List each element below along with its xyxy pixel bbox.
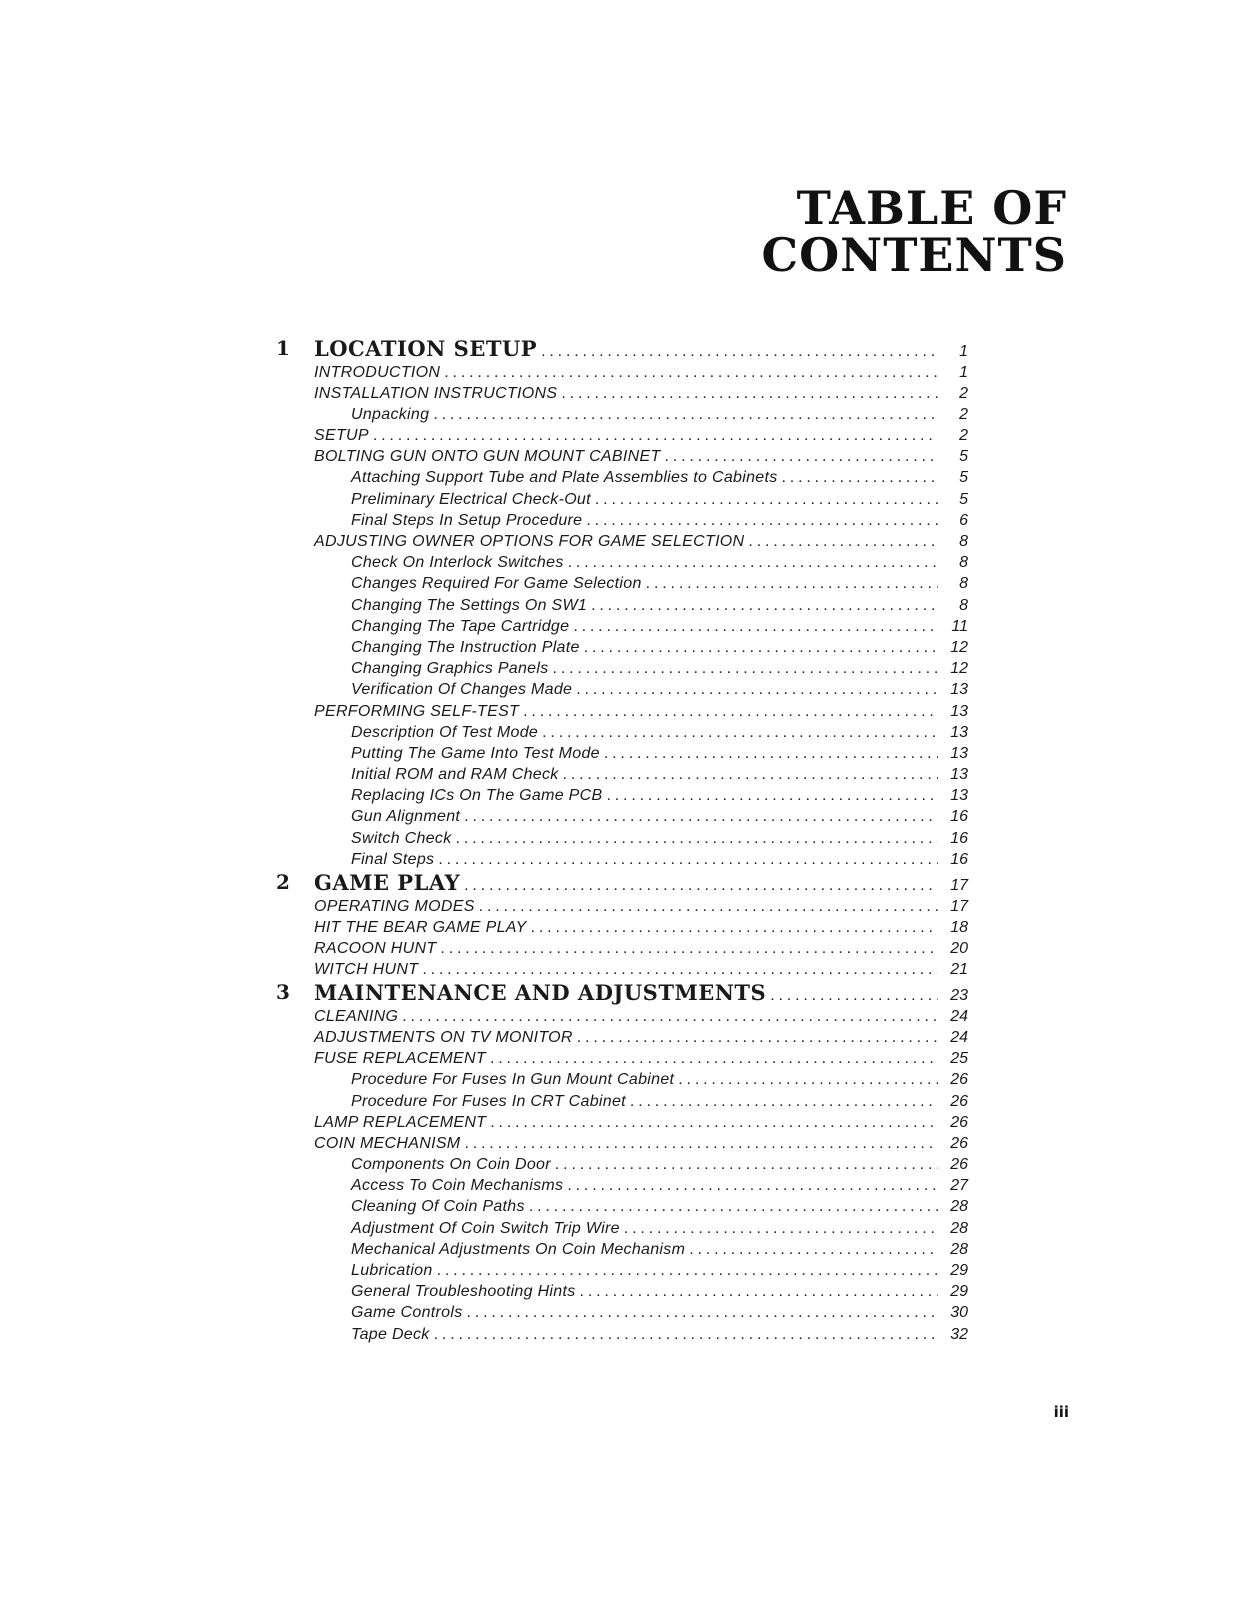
dot-leader: [490, 1048, 938, 1069]
dot-leader: [568, 552, 938, 573]
page-ref: 13: [950, 702, 968, 720]
toc-chapter: [276, 980, 968, 1006]
page-ref: 17: [950, 897, 968, 915]
dot-leader: [689, 1239, 938, 1260]
toc-entry: [276, 1091, 968, 1112]
page-ref: 6: [959, 511, 968, 529]
entry-title: Gun Alignment: [351, 808, 461, 826]
page-ref: 8: [959, 533, 968, 550]
entry-title: Lubrication: [351, 1262, 433, 1279]
dot-leader: [529, 1196, 938, 1217]
chapter-number: 3: [276, 980, 290, 1005]
toc-entry: [276, 1196, 968, 1217]
page-ref: 18: [950, 918, 968, 936]
toc-entry: [276, 383, 968, 404]
page-ref: 1: [959, 363, 968, 381]
page-title-line-2: CONTENTS: [761, 228, 1067, 282]
dot-leader: [490, 1112, 938, 1133]
entry-title: Mechanical Adjustments On Coin Mechanism: [351, 1240, 686, 1258]
entry-title: Initial ROM and RAM Check: [351, 766, 559, 784]
entry-title: OPERATING MODES: [314, 897, 475, 915]
toc-chapter: [276, 870, 968, 896]
toc-entry: [276, 552, 968, 573]
entry-title: SETUP: [314, 427, 369, 445]
page-ref: 16: [950, 808, 968, 826]
toc-entry: [276, 510, 968, 531]
page-ref: 5: [959, 490, 968, 508]
entry-title: Description Of Test Mode: [351, 723, 539, 741]
toc-entry: [276, 362, 968, 383]
dot-leader: [523, 701, 938, 722]
page-ref: 13: [950, 744, 968, 762]
dot-leader: [444, 362, 938, 383]
dot-leader: [437, 1260, 938, 1281]
page-ref: 27: [950, 1177, 968, 1195]
page-ref: 17: [950, 877, 968, 894]
entry-title: Check On Interlock Switches: [351, 554, 564, 572]
page-ref: 24: [950, 1028, 968, 1046]
toc-entry: [276, 1281, 968, 1302]
page-ref: 28: [950, 1240, 968, 1258]
dot-leader: [553, 658, 938, 679]
entry-title: Game Controls: [351, 1304, 463, 1322]
page-ref: 2: [959, 405, 968, 423]
toc-entry: [276, 1218, 968, 1239]
dot-leader: [531, 917, 938, 938]
entry-title: Changing Graphics Panels: [351, 660, 549, 678]
dot-leader: [665, 446, 938, 467]
toc-entry: [276, 637, 968, 658]
page-ref: 28: [950, 1219, 968, 1237]
toc-entry: [276, 938, 968, 959]
chapter-number: 2: [276, 870, 290, 894]
entry-title: Changing The Settings On SW1: [351, 596, 588, 614]
dot-leader: [584, 637, 938, 658]
dot-leader: [586, 510, 938, 531]
entry-title: INSTALLATION INSTRUCTIONS: [314, 384, 558, 402]
dot-leader: [402, 1006, 938, 1027]
dot-leader: [434, 1324, 938, 1345]
toc-entry: [276, 425, 968, 446]
dot-leader: [591, 595, 938, 616]
toc-chapter: [276, 336, 968, 362]
toc-entry: [276, 1006, 968, 1027]
dot-leader: [422, 959, 938, 980]
table-of-contents: [276, 336, 968, 1345]
page-ref: 28: [950, 1198, 968, 1216]
page-ref: 23: [950, 987, 968, 1005]
page-ref: 13: [950, 723, 968, 741]
entry-title: HIT THE BEAR GAME PLAY: [314, 918, 527, 936]
page-ref: 8: [959, 554, 968, 572]
entry-title: Verification Of Changes Made: [351, 681, 573, 699]
entry-title: Unpacking: [351, 405, 430, 423]
page-ref: 26: [950, 1156, 968, 1174]
entry-title: Cleaning Of Coin Paths: [351, 1198, 525, 1216]
toc-entry: [276, 1069, 968, 1090]
page-number: iii: [1053, 1403, 1069, 1421]
entry-title: Procedure For Fuses In CRT Cabinet: [351, 1092, 626, 1110]
entry-title: Attaching Support Tube and Plate Assemblies to Cabinets: [351, 469, 778, 487]
dot-leader: [748, 531, 938, 552]
entry-title: INTRODUCTION: [314, 363, 441, 381]
chapter-number: 1: [276, 336, 290, 360]
entry-title: ADJUSTING OWNER OPTIONS FOR GAME SELECTION: [314, 533, 745, 550]
page-title: [761, 181, 1067, 282]
entry-title: Replacing ICs On The Game PCB: [351, 787, 603, 805]
dot-leader: [561, 383, 938, 404]
toc-entry: [276, 917, 968, 938]
toc-entry: [276, 743, 968, 764]
page-ref: 26: [950, 1134, 968, 1152]
dot-leader: [577, 1027, 938, 1048]
toc-entry: [276, 1302, 968, 1323]
chapter-title: MAINTENANCE AND ADJUSTMENTS: [314, 980, 767, 1006]
dot-leader: [456, 828, 938, 849]
page-title-line-1: TABLE OF: [796, 181, 1067, 235]
toc-entry: [276, 1027, 968, 1048]
toc-entry: [276, 467, 968, 488]
toc-entry: [276, 404, 968, 425]
dot-leader: [479, 896, 938, 917]
toc-entry: [276, 785, 968, 806]
entry-title: ADJUSTMENTS ON TV MONITOR: [314, 1028, 573, 1046]
toc-entry: [276, 531, 968, 552]
dot-leader: [555, 1154, 938, 1175]
dot-leader: [438, 849, 938, 870]
entry-title: PERFORMING SELF-TEST: [314, 702, 520, 720]
toc-entry: [276, 701, 968, 722]
toc-entry: [276, 489, 968, 510]
toc-entry: [276, 573, 968, 594]
page-ref: 26: [950, 1113, 968, 1131]
entry-title: WITCH HUNT: [314, 961, 419, 979]
page-ref: 32: [950, 1325, 968, 1343]
dot-leader: [678, 1069, 938, 1090]
dot-leader: [595, 489, 938, 510]
page-ref: 21: [950, 961, 968, 979]
toc-entry: [276, 806, 968, 827]
page-ref: 2: [959, 427, 968, 445]
dot-leader: [580, 1281, 938, 1302]
entry-title: FUSE REPLACEMENT: [314, 1050, 486, 1068]
toc-entry: [276, 896, 968, 917]
page-ref: 13: [950, 681, 968, 699]
page-ref: 29: [950, 1262, 968, 1279]
toc-entry: [276, 959, 968, 980]
toc-entry: [276, 764, 968, 785]
entry-title: Switch Check: [351, 829, 452, 847]
chapter-title: LOCATION SETUP: [314, 336, 538, 361]
toc-entry: [276, 446, 968, 467]
toc-entry: [276, 679, 968, 700]
chapter-title: GAME PLAY: [314, 870, 461, 895]
page-ref: 12: [950, 660, 968, 678]
dot-leader: [573, 616, 938, 637]
toc-entry: [276, 1260, 968, 1281]
toc-entry: [276, 1048, 968, 1069]
toc-entry: [276, 1324, 968, 1345]
entry-title: Access To Coin Mechanisms: [351, 1177, 564, 1195]
dot-leader: [464, 1133, 938, 1154]
dot-leader: [373, 425, 938, 446]
dot-leader: [576, 679, 938, 700]
toc-entry: [276, 722, 968, 743]
page-ref: 5: [959, 448, 968, 466]
page-ref: 26: [950, 1092, 968, 1110]
page-ref: 26: [950, 1071, 968, 1089]
page-ref: 11: [951, 617, 968, 635]
entry-title: COIN MECHANISM: [314, 1134, 461, 1152]
page-ref: 25: [950, 1050, 968, 1068]
dot-leader: [624, 1218, 938, 1239]
entry-title: RACOON HUNT: [314, 939, 437, 957]
page-ref: 13: [950, 766, 968, 784]
toc-entry: [276, 1239, 968, 1260]
page-ref: 16: [950, 850, 968, 868]
entry-title: BOLTING GUN ONTO GUN MOUNT CABINET: [314, 448, 661, 466]
dot-leader: [563, 764, 938, 785]
toc-entry: [276, 658, 968, 679]
entry-title: Preliminary Electrical Check-Out: [351, 490, 591, 508]
page-ref: 2: [959, 384, 968, 402]
entry-title: Tape Deck: [351, 1325, 430, 1343]
entry-title: CLEANING: [314, 1007, 399, 1025]
entry-title: Final Steps: [351, 850, 435, 868]
entry-title: Changes Required For Game Selection: [351, 575, 642, 593]
entry-title: Adjustment Of Coin Switch Trip Wire: [351, 1219, 620, 1237]
dot-leader: [630, 1091, 938, 1112]
toc-entry: [276, 595, 968, 616]
toc-entry: [276, 1133, 968, 1154]
dot-leader: [606, 785, 938, 806]
entry-title: LAMP REPLACEMENT: [314, 1113, 487, 1131]
entry-title: Putting The Game Into Test Mode: [351, 744, 600, 762]
entry-title: Procedure For Fuses In Gun Mount Cabinet: [351, 1071, 675, 1089]
entry-title: Components On Coin Door: [351, 1156, 551, 1174]
toc-entry: [276, 1112, 968, 1133]
page-ref: 13: [950, 787, 968, 805]
page-ref: 12: [950, 638, 968, 656]
toc-entry: [276, 616, 968, 637]
entry-title: Changing The Tape Cartridge: [351, 617, 570, 635]
dot-leader: [542, 722, 938, 743]
page-ref: 5: [959, 469, 968, 487]
page-ref: 8: [959, 596, 968, 614]
entry-title: General Troubleshooting Hints: [351, 1283, 576, 1301]
dot-leader: [440, 938, 938, 959]
toc-entry: [276, 1154, 968, 1175]
dot-leader: [782, 467, 938, 488]
toc-entry: [276, 849, 968, 870]
page-ref: 20: [950, 939, 968, 957]
entry-title: Changing The Instruction Plate: [351, 638, 580, 656]
page-ref: 8: [959, 575, 968, 593]
page-ref: 29: [950, 1283, 968, 1301]
dot-leader: [604, 743, 938, 764]
toc-entry: [276, 1175, 968, 1196]
dot-leader: [464, 806, 938, 827]
page-ref: 1: [959, 343, 968, 360]
toc-entry: [276, 828, 968, 849]
dot-leader: [567, 1175, 938, 1196]
dot-leader: [433, 404, 938, 425]
page-ref: 24: [950, 1007, 968, 1025]
page-ref: 16: [950, 829, 968, 847]
page-ref: 30: [950, 1304, 968, 1322]
dot-leader: [467, 1302, 939, 1323]
entry-title: Final Steps In Setup Procedure: [351, 511, 583, 529]
dot-leader: [646, 573, 938, 594]
